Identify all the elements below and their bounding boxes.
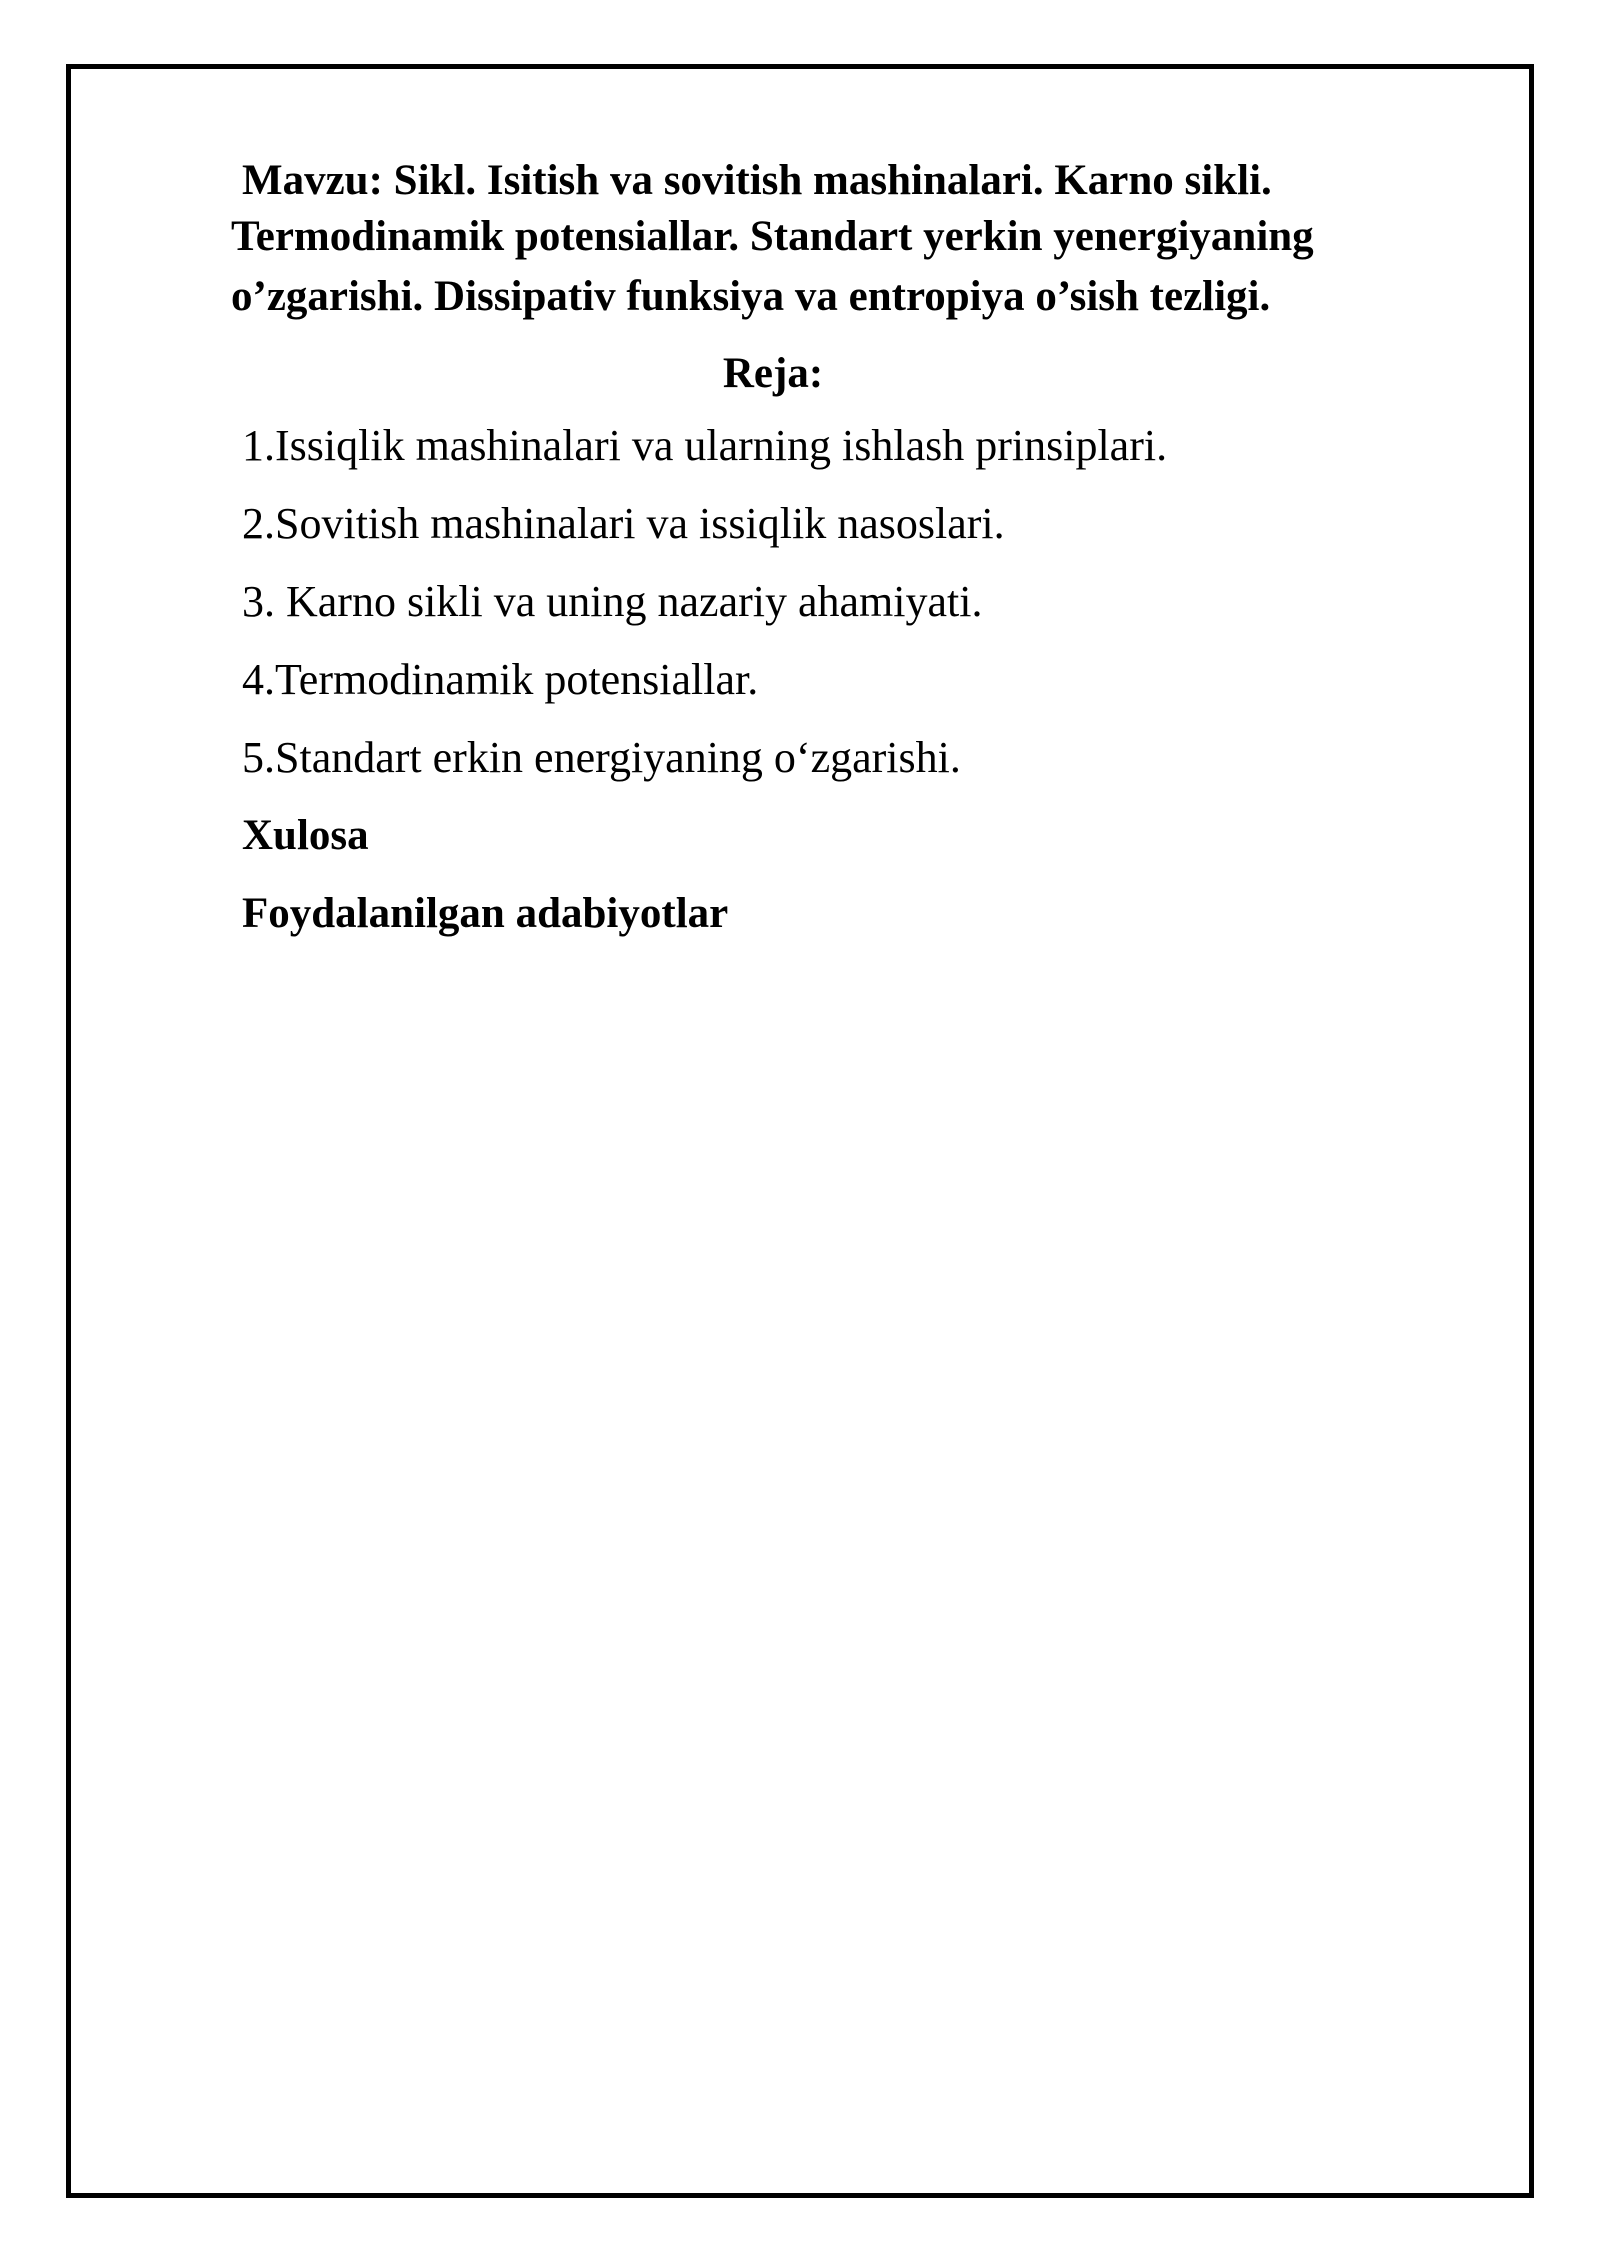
title-line: Mavzu: Sikl. Isitish va sovitish mashinalari. Karno sikli. [242, 157, 1272, 204]
document-title [0, 0, 1600, 340]
plan-item: 4.Termodinamik potensiallar. [242, 655, 759, 704]
title-line: o’zgarishi. Dissipativ funksiya va entropiya o’sish tezligi. [231, 273, 1271, 320]
plan-heading: Reja: [722, 350, 824, 397]
plan-list [242, 420, 1167, 810]
references-heading: Foydalanilgan adabiyotlar [242, 890, 729, 937]
plan-item: 3. Karno sikli va uning nazariy ahamiyati. [242, 577, 983, 626]
conclusion-heading: Xulosa [242, 812, 369, 859]
plan-item: 5.Standart erkin energiyaning o‘zgarishi. [242, 733, 961, 782]
title-line: Termodinamik potensiallar. Standart yerkin yenergiyaning [231, 213, 1314, 260]
plan-item: 2.Sovitish mashinalari va issiqlik nasoslari. [242, 499, 1005, 548]
plan-item: 1.Issiqlik mashinalari va ularning ishlash prinsiplari. [242, 421, 1168, 470]
